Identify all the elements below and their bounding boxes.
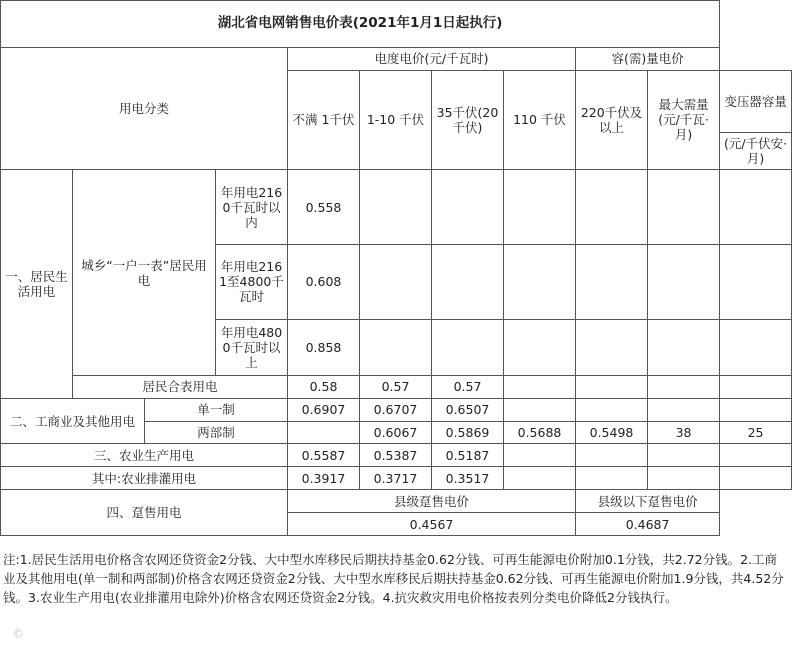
price-cell: 0.3717: [360, 467, 432, 490]
header-below-1kv: 不满 1千伏: [288, 70, 360, 170]
price-cell: 0.5498: [576, 421, 648, 444]
price-cell: 0.6907: [288, 398, 360, 421]
dual-system-label: 两部制: [145, 421, 288, 444]
tier-label: 年用电4800千瓦时以上: [216, 319, 288, 375]
price-cell: 0.5688: [504, 421, 576, 444]
watermark: ©: [12, 627, 24, 641]
single-system-label: 单一制: [145, 398, 288, 421]
combined-meter-label: 居民合表用电: [73, 375, 288, 398]
table-row: [1, 375, 792, 398]
irrigation-label: 其中:农业排灌用电: [1, 467, 288, 490]
price-cell: 0.57: [360, 375, 432, 398]
wholesale-label: 四、趸售用电: [1, 490, 288, 536]
below-county-wholesale-value: 0.4687: [576, 513, 720, 536]
price-cell: 0.57: [432, 375, 504, 398]
price-cell: 0.5187: [432, 444, 504, 467]
agriculture-label: 三、农业生产用电: [1, 444, 288, 467]
price-cell: 0.6067: [360, 421, 432, 444]
county-wholesale-label: 县级趸售电价: [288, 490, 576, 513]
price-cell: 0.5869: [432, 421, 504, 444]
header-220kv: 220千伏及以上: [576, 70, 648, 170]
transformer-price: 25: [720, 421, 792, 444]
table-row: [1, 170, 792, 245]
price-cell: 0.58: [288, 375, 360, 398]
price-cell: 0.6507: [432, 398, 504, 421]
header-capacity-price: 容(需)量电价: [576, 47, 720, 70]
header-transformer-capacity: 变压器容量: [720, 70, 792, 132]
price-cell: 0.5587: [288, 444, 360, 467]
county-wholesale-value: 0.4567: [288, 513, 576, 536]
table-row: [1, 467, 792, 490]
tier-label: 年用电2161至4800千瓦时: [216, 245, 288, 320]
notes: 注:1.居民生活用电价格含农网还贷资金2分钱、大中型水库移民后期扶持基金0.62分钱、可再生能源电价附加0.1分钱，共2.72分钱。2.工商业及其他用电(单一制和两部制)价格含农网还贷资金2分钱、大中型水库移民后期扶持基金0.62分钱、可再生能源电价附加1.9分钱，共4.52分钱。3.农业生产用电(农业排灌用电除外)价格含农网还贷资金2分钱。4.抗灾救灾用电价格按表列分类电价降低2分钱执行。: [3, 552, 784, 605]
header-max-demand: 最大需量(元/千瓦·月): [648, 70, 720, 170]
table-title: 湖北省电网销售电价表(2021年1月1日起执行): [1, 1, 720, 48]
commercial-label: 二、工商业及其他用电: [1, 398, 145, 444]
tier-price: 0.558: [288, 170, 360, 245]
header-35kv: 35千伏(20千伏): [432, 70, 504, 170]
header-110kv: 110 千伏: [504, 70, 576, 170]
table-row: [1, 398, 792, 421]
header-transformer-unit: (元/千伏安·月): [720, 132, 792, 169]
max-demand-price: 38: [648, 421, 720, 444]
tier-price: 0.608: [288, 245, 360, 320]
below-county-wholesale-label: 县级以下趸售电价: [576, 490, 720, 513]
residential-sub-label: 城乡“一户一表”居民用电: [73, 170, 216, 376]
tier-label: 年用电2160千瓦时以内: [216, 170, 288, 245]
header-category: 用电分类: [1, 47, 288, 170]
header-1-10kv: 1-10 千伏: [360, 70, 432, 170]
residential-label: 一、居民生活用电: [1, 170, 73, 399]
price-cell: 0.3917: [288, 467, 360, 490]
price-cell: 0.6707: [360, 398, 432, 421]
header-energy-price: 电度电价(元/千瓦时): [288, 47, 576, 70]
tier-price: 0.858: [288, 319, 360, 375]
price-cell: 0.3517: [432, 467, 504, 490]
price-cell: 0.5387: [360, 444, 432, 467]
table-row: [1, 444, 792, 467]
table-row: [1, 490, 792, 513]
